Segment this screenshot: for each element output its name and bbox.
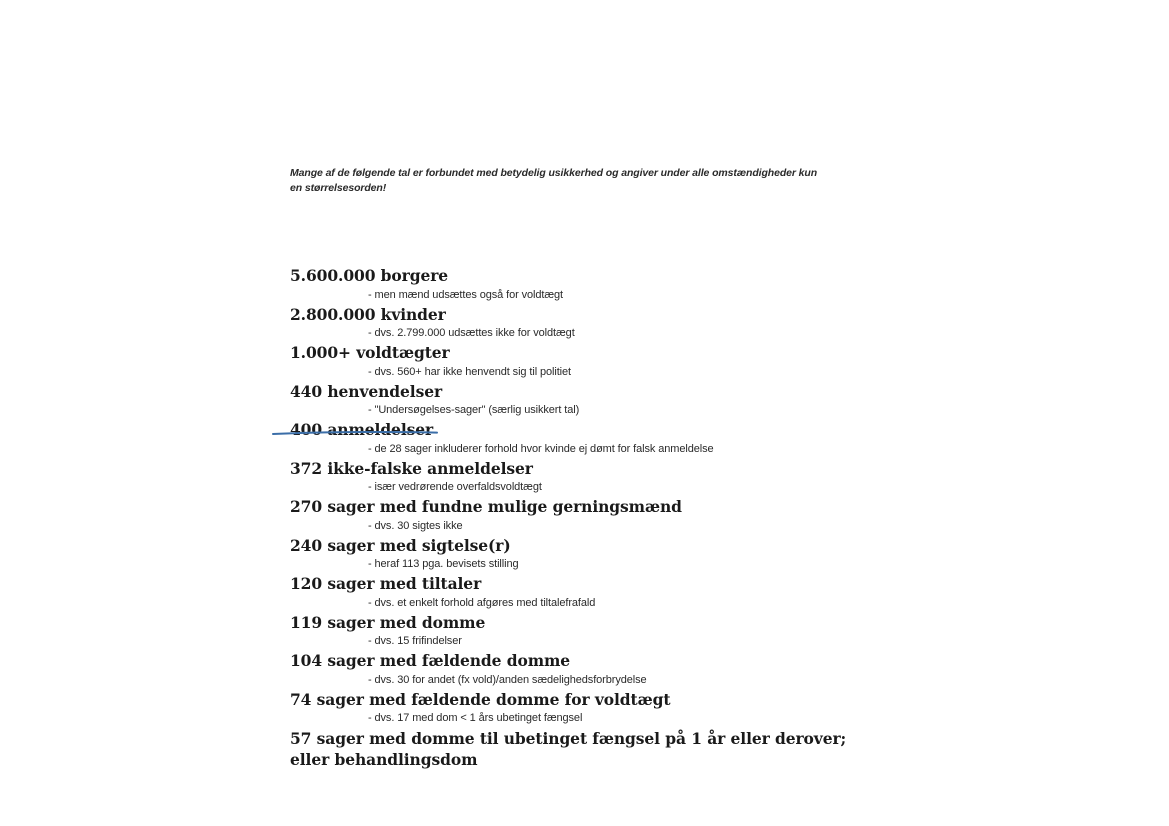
entry-note: - men mænd udsættes også for voldtægt [368,288,564,301]
entry-note: - dvs. 560+ har ikke henvendt sig til politiet [368,365,571,378]
list-item [290,266,910,305]
entry-note: - dvs. 17 med dom < 1 års ubetinget fængsel [368,712,583,724]
entry-headline: 372 ikke-falske anmeldelser [290,458,533,478]
entry-note: - dvs. 30 for andet (fx vold)/anden sædelighedsforbrydelse [368,673,647,686]
entry-headline: 440 henvendelser [290,381,443,401]
entry-headline: 2.800.000 kvinder [290,304,446,324]
entry-note: - "Undersøgelses-sager" (særlig usikkert tal) [368,404,580,416]
entry-headline: 270 sager med fundne mulige gerningsmænd [290,497,682,516]
statistics-list [290,266,910,770]
list-item [290,651,910,690]
list-item [290,574,910,613]
list-item [290,728,910,770]
list-item [290,382,910,421]
entry-headline: 104 sager med fældende domme [290,651,571,670]
list-item [290,690,910,729]
entry-note: - især vedrørende overfaldsvoldtægt [368,481,542,493]
entry-headline: 240 sager med sigtelse(r) [290,535,511,555]
list-item [290,305,910,344]
disclaimer-text: Mange af de følgende tal er forbundet med betydelig usikkerhed og angiver under alle omstændigheder kun en størrelsesorden! [290,167,818,194]
list-item [290,497,910,536]
entry-headline: 120 sager med tiltaler [290,574,482,593]
entry-headline: 400 anmeldelser [290,420,434,439]
list-item [290,536,910,575]
entry-headline: 5.600.000 borgere [290,266,449,285]
entry-note: - dvs. et enkelt forhold afgøres med tiltalefrafald [368,596,596,609]
list-item [290,420,910,459]
list-item [290,459,910,498]
final-headline: 57 sager med domme til ubetinget fængsel på 1 år eller derover; eller behandlingsdom [290,729,847,769]
entry-note: - dvs. 30 sigtes ikke [368,519,463,532]
entry-note: - heraf 113 pga. bevisets stilling [368,558,519,570]
entry-note: - dvs. 2.799.000 udsættes ikke for voldtægt [368,327,575,339]
list-item [290,613,910,652]
entry-headline: 74 sager med fældende domme for voldtægt [290,689,671,709]
entry-note: - de 28 sager inkluderer forhold hvor kvinde ej dømt for falsk anmeldelse [368,442,714,455]
list-item [290,343,910,382]
entry-headline: 1.000+ voldtægter [290,343,450,362]
entry-note: - dvs. 15 frifindelser [368,635,462,647]
entry-headline: 119 sager med domme [290,612,486,632]
